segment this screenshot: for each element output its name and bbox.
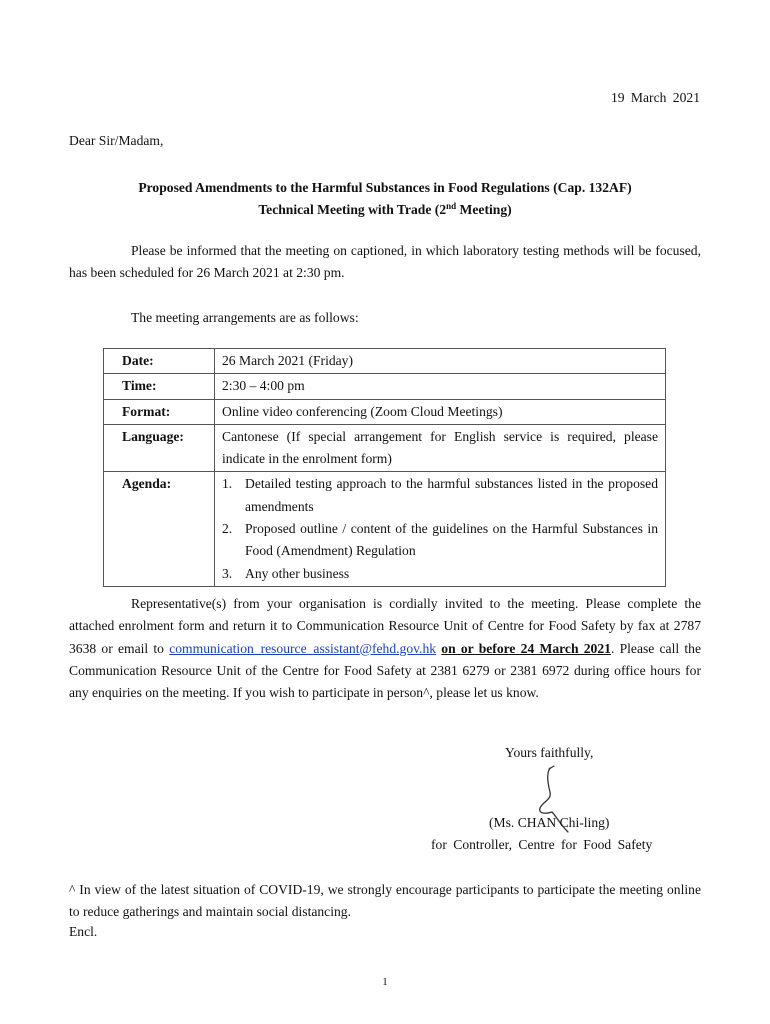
format-value: Online video conferencing (Zoom Cloud Meetings)	[215, 399, 666, 424]
format-label: Format:	[104, 399, 215, 424]
covid-note: ^ In view of the latest situation of COVID-19, we strongly encourage participants to participate the meeting online to reduce gatherings and maintain social distancing.	[69, 882, 701, 920]
agenda-value	[215, 472, 666, 586]
signatory-for: for Controller, Centre for Food Safety	[431, 837, 653, 852]
letter-title: Proposed Amendments to the Harmful Substances in Food Regulations (Cap. 132AF)	[138, 180, 632, 195]
agenda-item-number: 2.	[222, 521, 233, 537]
closing: Yours faithfully,	[505, 745, 594, 760]
agenda-item-text: Detailed testing approach to the harmful substances listed in the proposed amendments	[245, 476, 658, 514]
signatory-name: (Ms. CHAN Chi-ling)	[489, 815, 610, 830]
table-row	[104, 424, 666, 472]
subtitle-text-end: Meeting)	[456, 202, 512, 217]
table-row	[104, 374, 666, 399]
enclosure-note: Encl.	[69, 924, 98, 939]
deadline-text: on or before 24 March 2021	[441, 640, 611, 656]
time-label: Time:	[104, 374, 215, 399]
agenda-item-text: Proposed outline / content of the guidelines on the Harmful Substances in Food (Amendment) Regulation	[245, 521, 658, 559]
agenda-item	[222, 563, 658, 585]
agenda-item-number: 3.	[222, 565, 233, 581]
table-row	[104, 349, 666, 374]
language-value: Cantonese (If special arrangement for English service is required, please indicate in the enrolment form)	[215, 424, 666, 472]
agenda-list	[222, 473, 658, 584]
invitation-text-end: . Please call the Communication Resource Unit of the Centre for Food Safety at 2381 6279 or 2381 6972 during office hours for any enquiries on the meeting. If you wish to participate in person^, please let us know.	[69, 640, 701, 701]
agenda-item	[222, 473, 658, 518]
salutation: Dear Sir/Madam,	[69, 133, 164, 148]
invitation-text: Representative(s) from your organisation is cordially invited to the meeting. Please complete the attached enrolment form and return it to Communication Resource Unit of Centre for Food Safety by fax at 2787 3638 or email to	[69, 596, 701, 656]
invitation-paragraph	[69, 593, 701, 704]
meeting-arrangements-table	[103, 348, 666, 587]
email-link[interactable]: communication_resource_assistant@fehd.gov.hk	[169, 640, 437, 656]
date-label: Date:	[104, 349, 215, 374]
agenda-item-number: 1.	[222, 476, 233, 492]
page-number: 1	[382, 976, 388, 988]
subtitle-text: Technical Meeting with Trade (2	[258, 202, 447, 217]
letter-subtitle	[69, 199, 701, 220]
letter-date: 19 March 2021	[610, 90, 700, 105]
intro-paragraph: Please be informed that the meeting on captioned, in which laboratory testing methods will be focused, has been scheduled for 26 March 2021 at 2:30 pm.	[69, 243, 701, 281]
table-row	[104, 472, 666, 586]
table-row	[104, 399, 666, 424]
time-value: 2:30 – 4:00 pm	[215, 374, 666, 399]
date-value: 26 March 2021 (Friday)	[215, 349, 666, 374]
agenda-label: Agenda:	[104, 472, 215, 586]
language-label: Language:	[104, 424, 215, 472]
agenda-item-text: Any other business	[245, 565, 350, 581]
subtitle-superscript: nd	[446, 201, 457, 211]
agenda-item	[222, 518, 658, 563]
arrangements-intro: The meeting arrangements are as follows:	[131, 310, 359, 325]
